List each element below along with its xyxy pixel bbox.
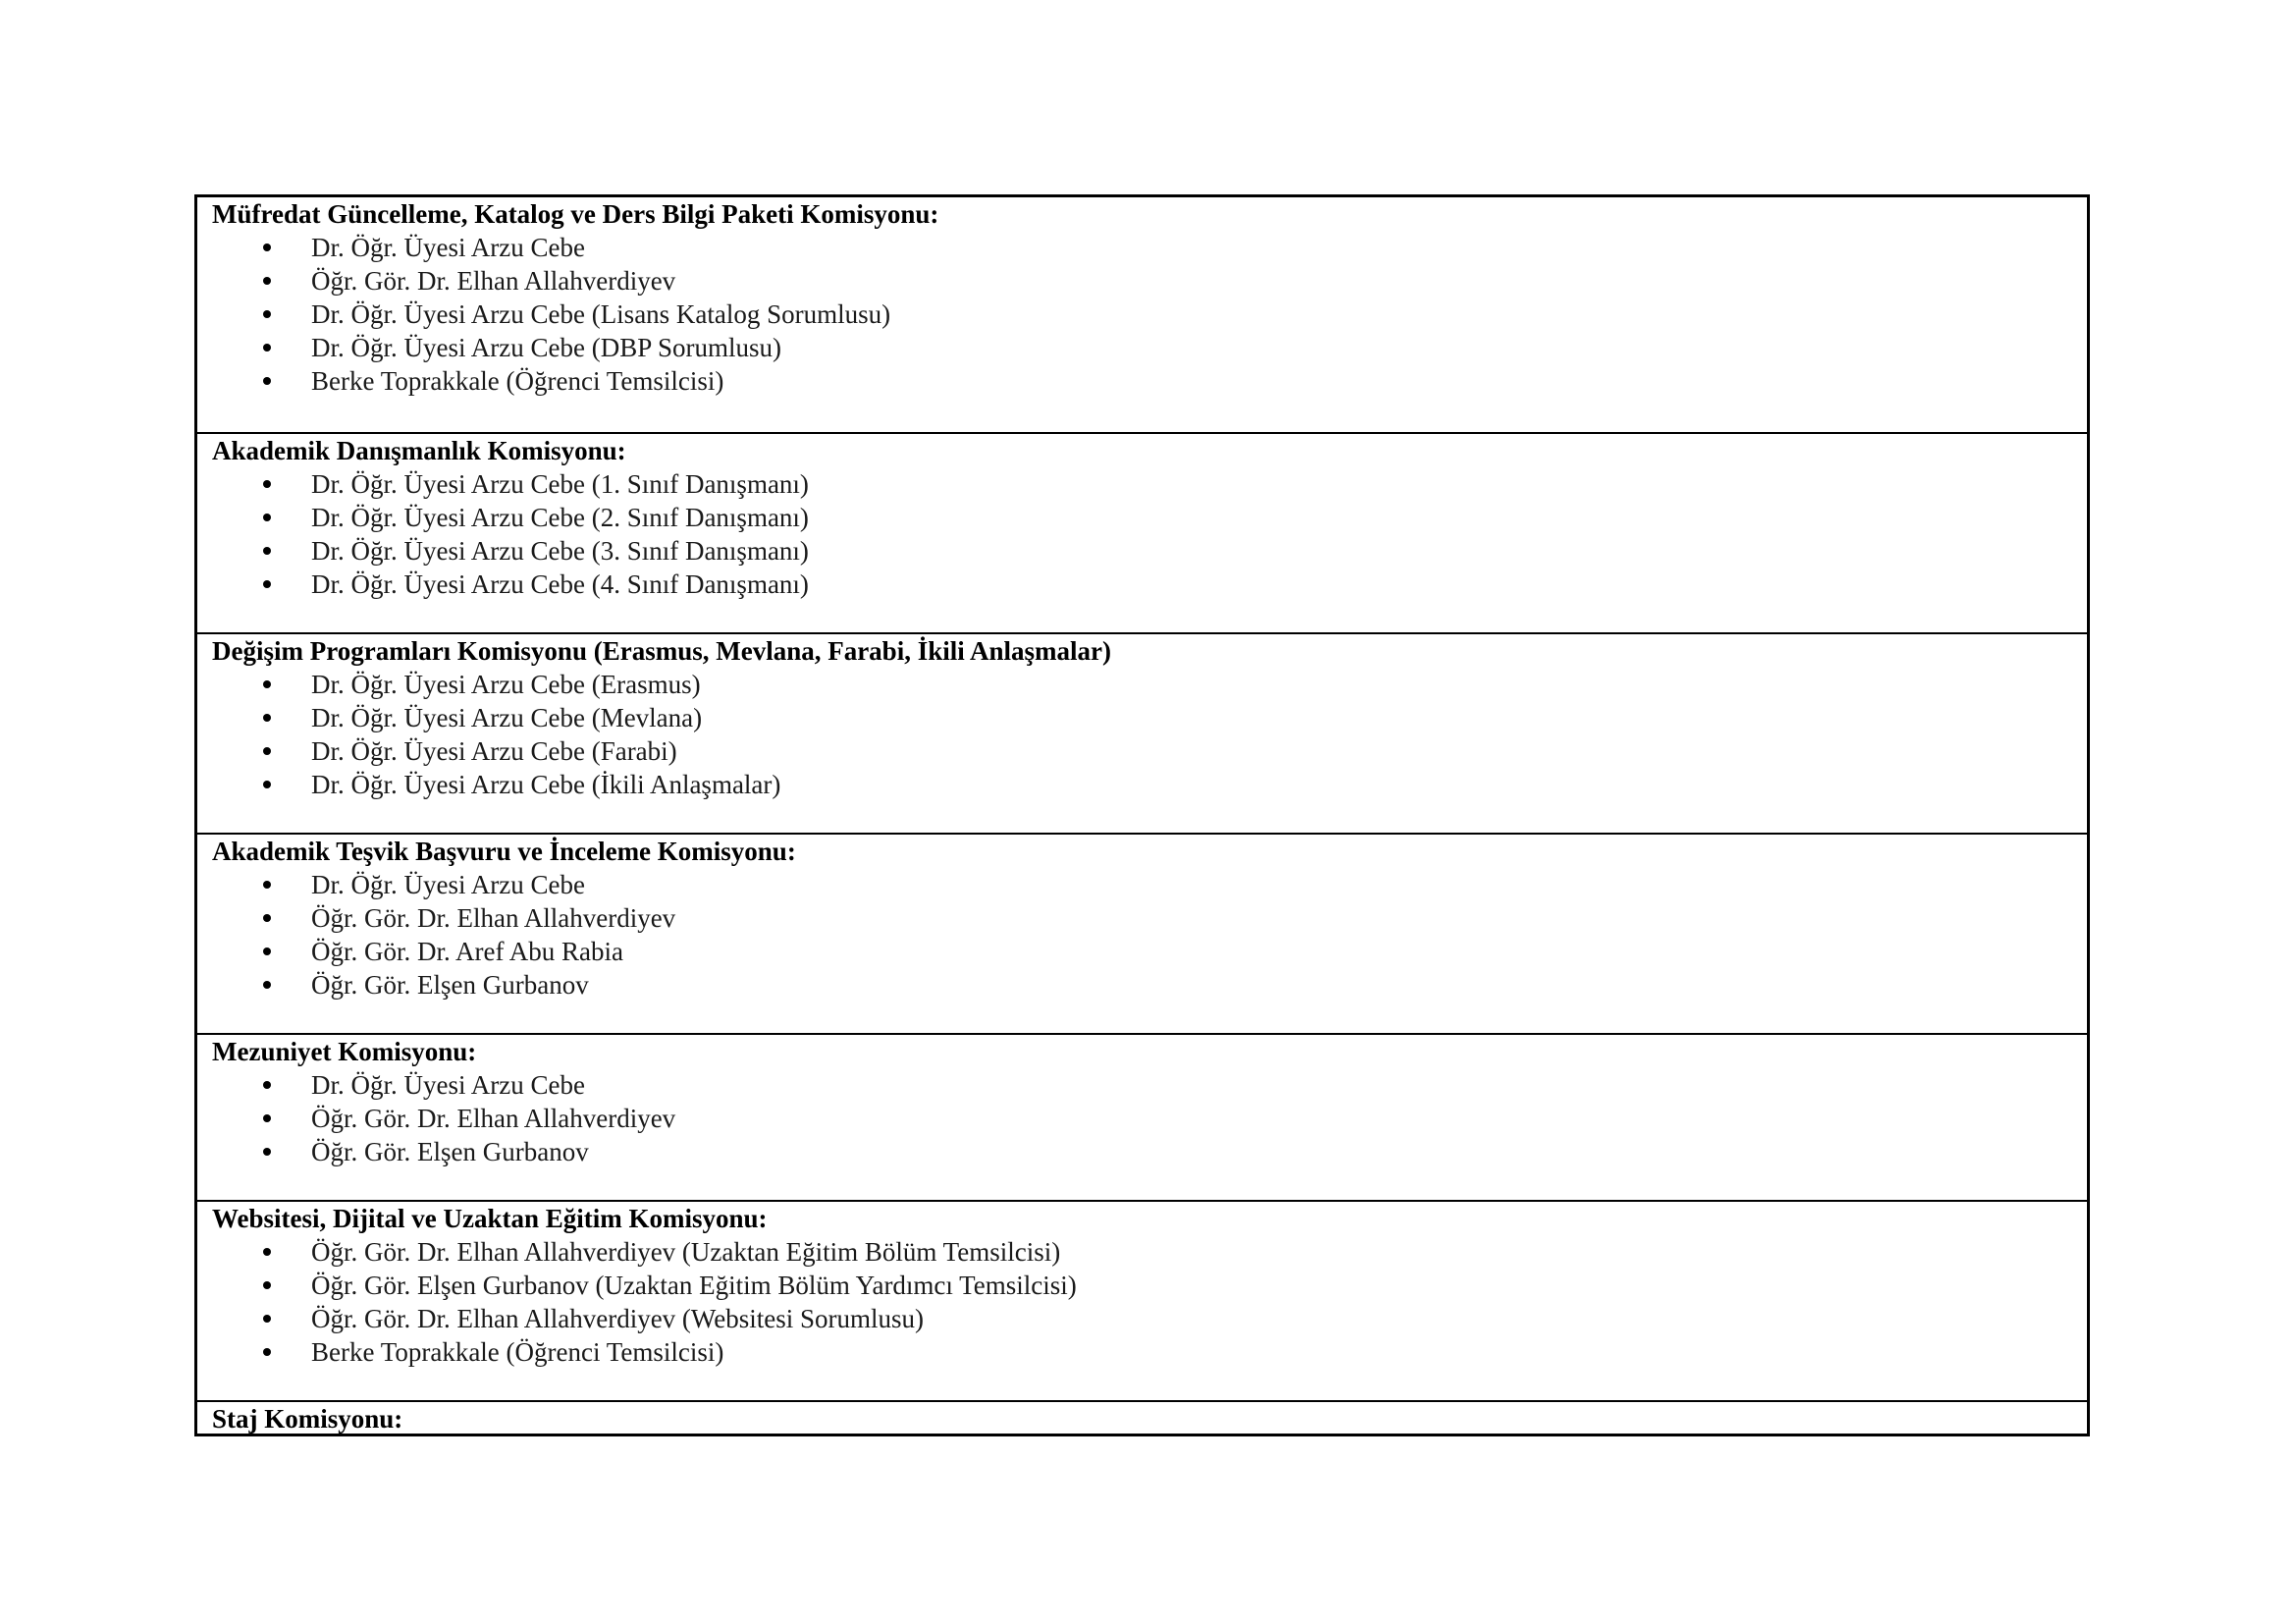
bullet-icon [263, 480, 271, 488]
bullet-icon [263, 1281, 271, 1289]
list-item [212, 467, 2087, 501]
bullet-icon [263, 514, 271, 521]
list-item [212, 264, 2087, 298]
member-name: Dr. Öğr. Üyesi Arzu Cebe (3. Sınıf Danışmanı) [311, 536, 809, 566]
member-name: Öğr. Gör. Dr. Elhan Allahverdiyev [311, 1104, 676, 1133]
member-name: Öğr. Gör. Elşen Gurbanov [311, 970, 589, 1000]
section-title: Akademik Danışmanlık Komisyonu: [212, 436, 626, 465]
member-name: Dr. Öğr. Üyesi Arzu Cebe (Lisans Katalog Sorumlusu) [311, 299, 891, 329]
list-item [212, 298, 2087, 331]
bullet-icon [263, 680, 271, 688]
member-name: Öğr. Gör. Dr. Elhan Allahverdiyev (Uzaktan Eğitim Bölüm Temsilcisi) [311, 1237, 1061, 1267]
bullet-icon [263, 344, 271, 352]
section-title: Değişim Programları Komisyonu (Erasmus, Mevlana, Farabi, İkili Anlaşmalar) [212, 636, 1111, 666]
member-name: Dr. Öğr. Üyesi Arzu Cebe (2. Sınıf Danışmanı) [311, 503, 809, 532]
bullet-icon [263, 580, 271, 588]
member-name: Dr. Öğr. Üyesi Arzu Cebe (Mevlana) [311, 703, 703, 732]
committee-table [194, 194, 2090, 1436]
section-title: Müfredat Güncelleme, Katalog ve Ders Bilgi Paketi Komisyonu: [212, 199, 939, 229]
list-item [212, 668, 2087, 701]
bullet-icon [263, 377, 271, 385]
member-name: Öğr. Gör. Elşen Gurbanov (Uzaktan Eğitim Bölüm Yardımcı Temsilcisi) [311, 1271, 1077, 1300]
list-item [212, 868, 2087, 901]
list-item [212, 768, 2087, 801]
member-list [212, 868, 2087, 1001]
member-name: Öğr. Gör. Dr. Aref Abu Rabia [311, 937, 623, 966]
list-item [212, 534, 2087, 568]
bullet-icon [263, 981, 271, 989]
member-list [212, 231, 2087, 398]
bullet-icon [263, 244, 271, 251]
bullet-icon [263, 1148, 271, 1156]
bullet-icon [263, 277, 271, 285]
section-title: Staj Komisyonu: [212, 1404, 403, 1434]
member-name: Öğr. Gör. Dr. Elhan Allahverdiyev [311, 903, 676, 933]
list-item [212, 901, 2087, 935]
member-list [212, 467, 2087, 601]
list-item [212, 1135, 2087, 1168]
member-list [212, 668, 2087, 801]
member-name: Dr. Öğr. Üyesi Arzu Cebe (İkili Anlaşmalar) [311, 770, 781, 799]
section-title: Mezuniyet Komisyonu: [212, 1037, 477, 1066]
committee-section-website [197, 1200, 2087, 1400]
list-item [212, 734, 2087, 768]
list-item [212, 364, 2087, 398]
committee-section-internship [197, 1400, 2087, 1434]
bullet-icon [263, 747, 271, 755]
bullet-icon [263, 1114, 271, 1122]
committee-section-exchange [197, 632, 2087, 833]
list-item [212, 231, 2087, 264]
list-item [212, 1068, 2087, 1102]
committee-section-advising [197, 432, 2087, 632]
list-item [212, 331, 2087, 364]
bullet-icon [263, 1081, 271, 1089]
member-name: Dr. Öğr. Üyesi Arzu Cebe [311, 1070, 585, 1100]
list-item [212, 501, 2087, 534]
member-name: Berke Toprakkale (Öğrenci Temsilcisi) [311, 366, 724, 396]
member-name: Dr. Öğr. Üyesi Arzu Cebe (1. Sınıf Danışmanı) [311, 469, 809, 499]
member-name: Öğr. Gör. Dr. Elhan Allahverdiyev (Websitesi Sorumlusu) [311, 1304, 924, 1333]
member-name: Dr. Öğr. Üyesi Arzu Cebe (Farabi) [311, 736, 677, 766]
member-name: Berke Toprakkale (Öğrenci Temsilcisi) [311, 1337, 724, 1367]
committee-section-incentive [197, 833, 2087, 1033]
list-item [212, 568, 2087, 601]
bullet-icon [263, 781, 271, 788]
list-item [212, 1235, 2087, 1269]
list-item [212, 1269, 2087, 1302]
bullet-icon [263, 547, 271, 555]
member-name: Dr. Öğr. Üyesi Arzu Cebe (DBP Sorumlusu) [311, 333, 781, 362]
bullet-icon [263, 881, 271, 889]
bullet-icon [263, 947, 271, 955]
bullet-icon [263, 914, 271, 922]
bullet-icon [263, 1315, 271, 1323]
member-name: Öğr. Gör. Elşen Gurbanov [311, 1137, 589, 1166]
list-item [212, 1335, 2087, 1369]
section-title: Websitesi, Dijital ve Uzaktan Eğitim Komisyonu: [212, 1204, 768, 1233]
bullet-icon [263, 1348, 271, 1356]
member-name: Dr. Öğr. Üyesi Arzu Cebe (4. Sınıf Danışmanı) [311, 569, 809, 599]
member-name: Dr. Öğr. Üyesi Arzu Cebe [311, 233, 585, 262]
committee-section-graduation [197, 1033, 2087, 1200]
section-title: Akademik Teşvik Başvuru ve İnceleme Komisyonu: [212, 837, 796, 866]
bullet-icon [263, 714, 271, 722]
list-item [212, 701, 2087, 734]
list-item [212, 1302, 2087, 1335]
list-item [212, 935, 2087, 968]
list-item [212, 968, 2087, 1001]
member-list [212, 1068, 2087, 1168]
member-list [212, 1235, 2087, 1369]
bullet-icon [263, 1248, 271, 1256]
list-item [212, 1102, 2087, 1135]
member-name: Dr. Öğr. Üyesi Arzu Cebe (Erasmus) [311, 670, 701, 699]
member-name: Öğr. Gör. Dr. Elhan Allahverdiyev [311, 266, 676, 296]
member-name: Dr. Öğr. Üyesi Arzu Cebe [311, 870, 585, 899]
committee-section-curriculum [197, 197, 2087, 432]
bullet-icon [263, 310, 271, 318]
